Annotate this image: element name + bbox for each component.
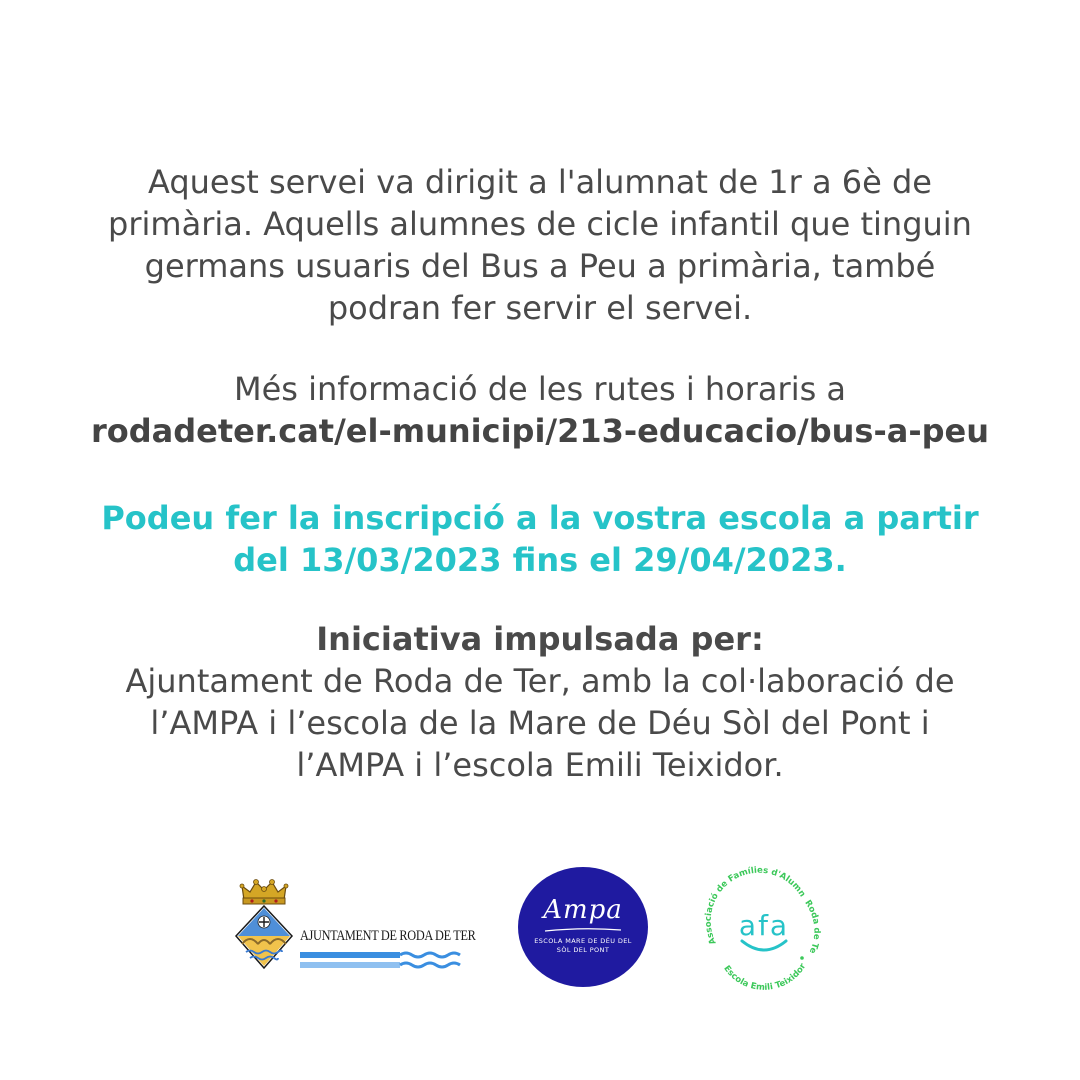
text-line: primària. Aquells alumnes de cicle infantil que tinguin xyxy=(108,205,972,243)
ampa-school-name xyxy=(528,937,638,955)
afa-letters: afa xyxy=(738,909,790,942)
afa-ring-bottom-text: Escola Emili Teixidor xyxy=(721,961,809,994)
initiative-heading: Iniciativa impulsada per: xyxy=(316,620,764,658)
ampa-wordmark: Ampa xyxy=(543,895,623,925)
ampa-school-line: ESCOLA MARE DE DÉU DEL xyxy=(534,937,632,945)
more-info-intro: Més informació de les rutes i horaris a xyxy=(233,370,847,408)
initiative xyxy=(40,618,1040,786)
registration-notice xyxy=(40,497,1040,581)
text-line: del 13/03/2023 fins el 29/04/2023. xyxy=(233,541,847,579)
svg-text:Escola Emili Teixidor xyxy=(721,961,808,993)
ampa-logo xyxy=(518,867,648,987)
service-description xyxy=(40,161,1040,329)
text-line: Aquest servei va dirigit a l'alumnat de 1r a 6è de xyxy=(148,163,932,201)
text-line: Ajuntament de Roda de Ter, amb la col·laboració de xyxy=(125,662,955,700)
coat-of-arms-icon xyxy=(232,878,296,970)
text-line: l’AMPA i l’escola Emili Teixidor. xyxy=(296,746,784,784)
underline-swash-icon xyxy=(543,927,623,933)
afa-ring-right-text: Roda de Te xyxy=(802,898,822,955)
logo-row xyxy=(0,860,1080,1000)
info-link[interactable]: rodadeter.cat/el-municipi/213-educacio/bus-a-peu xyxy=(90,412,990,450)
ajuntament-name: AJUNTAMENT DE RODA DE TER xyxy=(300,928,476,944)
afa-logo xyxy=(698,865,830,997)
ampa-school-line: SÒL DEL PONT xyxy=(556,946,610,954)
more-info xyxy=(40,368,1040,452)
text-line: podran fer servir el servei. xyxy=(327,289,753,327)
ajuntament-logo xyxy=(232,878,476,968)
afa-seal-icon xyxy=(698,865,830,997)
text-line: l’AMPA i l’escola de la Mare de Déu Sòl del Pont i xyxy=(150,704,930,742)
text-line: Podeu fer la inscripció a la vostra escola a partir xyxy=(101,499,979,537)
afa-ring-top-text: Associació de Famílies d'Alumn xyxy=(703,865,808,946)
text-line: germans usuaris del Bus a Peu a primària, també xyxy=(144,247,936,285)
wave-stripes-icon xyxy=(300,950,462,970)
